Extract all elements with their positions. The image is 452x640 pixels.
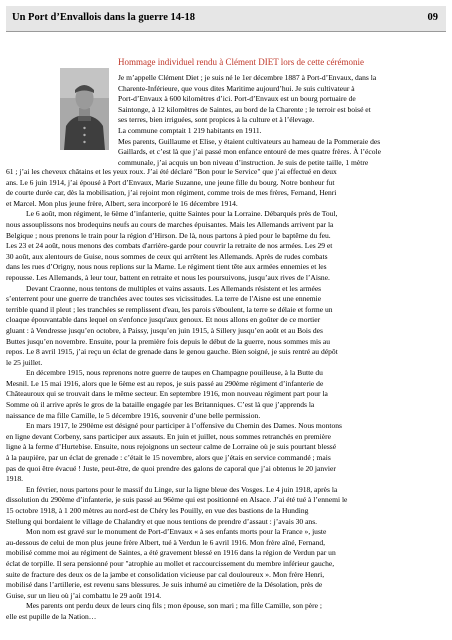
text-line: En mars 1917, le 290ème est désigné pour participer à l’offensive du Chemin des Dames. Nous montons	[26, 421, 342, 431]
article-body	[6, 167, 446, 623]
text-line: naissance de ma fille Camille, le 5 décembre 1916, souvenir d’une belle permission.	[6, 410, 261, 420]
text-line: Châteauroux qui se trouvait dans le même secteur. En septembre 1916, mon nouveau régiment part pour la	[6, 389, 328, 399]
article-headline: Hommage individuel rendu à Clément DIET lors de cette cérémonie	[118, 57, 365, 67]
text-line: pas de quoi être évacué ! Juste, peut-être, de quoi prendre des galons de caporal que j’ai obtenus le 20 janvier	[6, 463, 336, 473]
text-line: Saintonge, à 12 kilomètres de Saintes, au bord de la Charente ; le terroir est boisé et	[118, 104, 371, 114]
header-title: Un Port d’Envallois dans la guerre 14-18	[12, 12, 195, 23]
text-line: 61 ; j’ai les cheveux châtains et les yeux roux. J’ai été déclaré "Bon pour le Service" que j’ai effectué en deux	[6, 167, 337, 176]
text-line: Port-d’Envaux à 600 kilomètres d’ici. Port-d’Envaux est un bourg portuaire de	[118, 94, 356, 104]
text-line: Gaillards, et c’est là que j’ai passé mon enfance entouré de mes quatre frères. À l’école	[118, 147, 381, 157]
text-line: ans. Le 6 juin 1914, j’ai épousé à Port d’Envaux, Marie Suzanne, une jeune fille du bourg. Notre bonheur fut	[6, 177, 335, 187]
text-line: Belgique ; nous prenons le train pour la région d’Hirson. De là, nous partons à pied pour le baptême du feu.	[6, 230, 331, 240]
text-line: Mes parents ont perdu deux de leurs cinq fils ; mon épouse, son mari ; ma fille Camille, son père ;	[26, 601, 322, 611]
text-line: le 25 juillet.	[6, 357, 43, 367]
text-line: de courte durée car, dès la mobilisation, j’ai rejoint mon régiment, comme trois de mes frères, Fernand, Henri	[6, 188, 337, 198]
text-line: repousse. Les Allemands, à leur tour, battent en retraite et nous les poursuivons, jusqu’aux rives de l’Aisne.	[6, 272, 330, 282]
text-line: 1918.	[6, 474, 23, 484]
text-line: Je m’appelle Clément Diet ; je suis né le 1er décembre 1887 à Port-d’Envaux, dans la	[118, 73, 377, 82]
text-line: Mon nom est gravé sur le monument de Port-d’Envaux « à ses enfants morts pour la France », juste	[26, 527, 327, 537]
text-line: repos. Le 8 avril 1915, j’ai reçu un éclat de grenade dans le genou gauche. Bien soigné, je suis rentré au dépôt	[6, 347, 338, 357]
text-line: Mesnil. Le 15 mai 1916, alors que le 6ème est au repos, je suis passé au 290ème régiment d’infanterie de	[6, 378, 324, 388]
text-line: elle est pupille de la Nation…	[6, 611, 97, 621]
page-number: 09	[427, 12, 438, 23]
text-line: Stellung qui bordaient le village de Chalandry et que nous tentions de prendre d’assaut : j’avais 30 ans.	[6, 516, 318, 526]
text-line: gluant : à Vendresse jusqu’en octobre, à Paissy, jusqu’en juin 1915, à Sillery jusqu’en août et au Bois des	[6, 325, 323, 335]
text-line: Guise, sur un lieu où j’ai combattu le 29 août 1914.	[6, 590, 162, 600]
text-line: ligne à la ferme d’Hurtebise. Ensuite, nous rejoignons un secteur calme de Lorraine où je suis pourtant blessé	[6, 442, 337, 452]
text-line: Les 23 et 24 août, nous menons des combats d'arrière-garde pour couvrir la retraite de nos armées. Les 29 et	[6, 241, 333, 251]
soldier-portrait-photo	[60, 68, 109, 150]
text-line: s’enterrent pour une guerre de tranchées avec toutes ses vicissitudes. La terre de l'Aisne est une ennemie	[6, 294, 322, 304]
text-line: Buttes jusqu’en novembre. Ensuite, pour la première fois depuis le début de la guerre, nous sommes mis au	[6, 336, 331, 346]
text-line: En février, nous partons pour le massif du Linge, sur la ligne bleue des Vosges. Le 4 juin 1918, après la	[26, 484, 338, 494]
text-line: Mes parents, Guillaume et Elise, y étaient cultivateurs au hameau de la Pommeraie des	[118, 136, 381, 146]
page-header	[6, 6, 446, 32]
text-line: dans les rues d’Origny, nous nous replions sur la Marne. Le régiment tient tête aux armées ennemies et les	[6, 262, 327, 272]
text-line: dissolution du 290ème d’infanterie, je suis passé au 96ème qui est positionné en Alsace. J’ai été tué à l’ennemi le	[6, 495, 348, 505]
text-line: cloaque épouvantable dans lequel on s'enfonce jusqu'aux genoux. Et nous allons en goûter de ce mortier	[6, 315, 321, 325]
text-line: mobilisé comme moi au régiment de Saintes, a été gravement blessé en 1916 dans la région de Verdun par un	[6, 548, 336, 558]
text-line: et Marcel. Mon plus jeune frère, Albert, sera incorporé le 16 décembre 1914.	[6, 198, 238, 208]
text-line: Somme où il arrive après le gros de la bataille engagée par les Britanniques. C’est là que j’apprends la	[6, 400, 315, 410]
text-line: ses terres, bien irriguées, sont propices à la culture et à l’élevage.	[118, 115, 315, 125]
text-line: En décembre 1915, nous reprenons notre guerre de taupes en Champagne pouilleuse, à la Butte du	[26, 368, 323, 378]
text-line: au-dessous de celui de mon plus jeune frère Albert, tué à Verdun le 6 avril 1916. Mon frère aîné, Fernand,	[6, 537, 326, 547]
text-line: 30 août, aux alentours de Guise, nous sommes de ceux qui arrêtent les Allemands. Après de rudes combats	[6, 251, 328, 261]
text-line: en ligne devant Corbeny, sans participer aux assauts. En juin et juillet, nous sommes retranchés en première	[6, 431, 331, 441]
text-line: Le 6 août, mon régiment, le 6ème d’infanterie, quitte Saintes pour la Lorraine. Débarqués près de Toul,	[26, 209, 338, 219]
text-line: terrible quand il pleut ; les tranchées se remplissent d'eau, les parois s'éboulent, la terre se délaie et forme un	[6, 304, 333, 314]
text-line: Devant Craonne, nous tentons de multiples et vains assauts. Les Allemands résistent et les armées	[26, 283, 322, 293]
text-line: nous assouplissons nos brodequins neufs au cours de marches épuisantes. Mais les Allemands arrivent par la	[6, 219, 334, 229]
intro-paragraph	[118, 73, 444, 168]
text-line: mobilisé dans l’artillerie, est revenu sans blessures. Je suis inhumé au cimetière de la Désolation, près de	[6, 580, 323, 590]
text-line: éclat de torpille. Il sera pensionné pour "atrophie au mollet et raccourcissement du membre inférieur gauche,	[6, 558, 335, 568]
text-line: à la paupière, par un éclat de grenade : c’était le 15 novembre, alors que j’étais en service commandé ; mais	[6, 453, 331, 463]
text-line: Charente-Inférieure, que vous dites Maritime aujourd’hui. Je suis cultivateur à	[118, 83, 355, 93]
text-line: communale, j’ai acquis un bon niveau d’instruction. Je suis de petite taille, 1 mètre	[118, 157, 369, 167]
text-line: 15 octobre 1918, à 1 200 mètres au nord-est de Chéry les Pouilly, en vue des bastions de la Hunding	[6, 506, 309, 515]
text-line: suite de fracture des deux os de la jambe et consolidation vicieuse par cal douloureux ». Mon frère Henri,	[6, 569, 325, 579]
text-line: La commune comptait 1 219 habitants en 1911.	[118, 125, 262, 135]
